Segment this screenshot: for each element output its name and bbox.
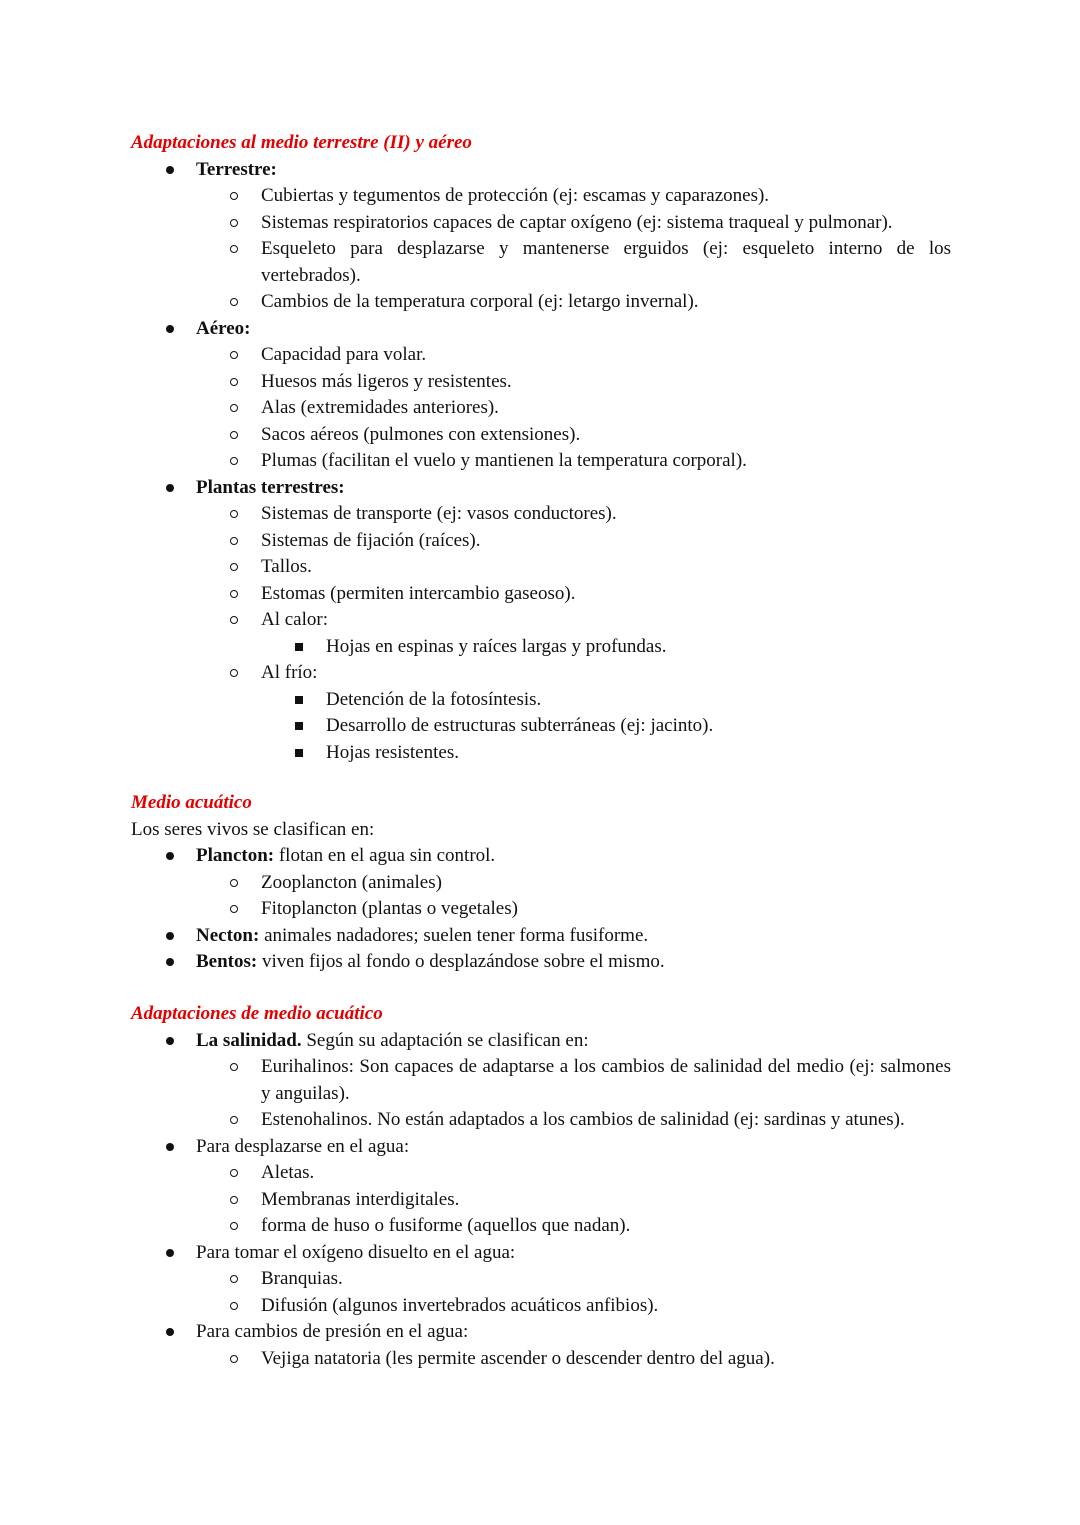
bullet-circle-icon (230, 219, 238, 227)
list-item: Eurihalinos: Son capaces de adaptarse a los cambios de salinidad del medio (ej: salmones y anguilas). (131, 1054, 951, 1107)
bullet-square-icon (295, 696, 303, 704)
bullet-circle-icon (230, 510, 238, 518)
bullet-circle-icon (230, 192, 238, 200)
list-item: Cambios de la temperatura corporal (ej: letargo invernal). (131, 289, 951, 316)
bullet-circle-icon (230, 298, 238, 306)
list-item: Detención de la fotosíntesis. (131, 687, 951, 714)
bullet-circle-icon (230, 378, 238, 386)
list-item: forma de huso o fusiforme (aquellos que nadan). (131, 1213, 951, 1240)
bullet-circle-icon (230, 1196, 238, 1204)
section-aquatic-medium (131, 790, 951, 976)
bullet-presion: Para cambios de presión en el agua: (131, 1319, 951, 1346)
section-terrestrial-aerial (131, 130, 951, 766)
bullet-circle-icon (230, 1222, 238, 1230)
list-item: Vejiga natatoria (les permite ascender o descender dentro del agua). (131, 1346, 951, 1373)
bullet-circle-icon (230, 457, 238, 465)
bullet-dot-icon (166, 484, 174, 492)
bullet-square-icon (295, 722, 303, 730)
list-item: Sistemas respiratorios capaces de captar oxígeno (ej: sistema traqueal y pulmonar). (131, 210, 951, 237)
bullet-circle-icon (230, 1063, 238, 1071)
section-aquatic-adaptations (131, 1001, 951, 1372)
bullet-dot-icon (166, 1328, 174, 1336)
bullet-circle-icon (230, 404, 238, 412)
bullet-circle-icon (230, 431, 238, 439)
list-item: Huesos más ligeros y resistentes. (131, 369, 951, 396)
bullet-dot-icon (166, 325, 174, 333)
section-heading: Medio acuático (131, 792, 252, 813)
list-item: Alas (extremidades anteriores). (131, 395, 951, 422)
bullet-circle-icon (230, 1355, 238, 1363)
bullet-circle-icon (230, 1169, 238, 1177)
bullet-circle-icon (230, 590, 238, 598)
section-heading: Adaptaciones al medio terrestre (II) y aéreo (131, 132, 472, 153)
bullet-circle-icon (230, 1116, 238, 1124)
bullet-circle-icon (230, 245, 238, 253)
list-item: Tallos. (131, 554, 951, 581)
bullet-circle-icon (230, 616, 238, 624)
bullet-circle-icon (230, 1275, 238, 1283)
bullet-dot-icon (166, 852, 174, 860)
list-item: Estenohalinos. No están adaptados a los cambios de salinidad (ej: sardinas y atunes). (131, 1107, 951, 1134)
list-item: Sistemas de transporte (ej: vasos conductores). (131, 501, 951, 528)
bullet-circle-icon (230, 537, 238, 545)
section-heading: Adaptaciones de medio acuático (131, 1003, 383, 1024)
bullet-circle-icon (230, 351, 238, 359)
list-item-al-frio: Al frío: (131, 660, 951, 687)
bullet-dot-icon (166, 166, 174, 174)
bullet-circle-icon (230, 879, 238, 887)
list-item: Branquias. (131, 1266, 951, 1293)
list-item: Sistemas de fijación (raíces). (131, 528, 951, 555)
bullet-circle-icon (230, 905, 238, 913)
intro-paragraph: Los seres vivos se clasifican en: (131, 818, 375, 840)
list-item: Cubiertas y tegumentos de protección (ej: escamas y caparazones). (131, 183, 951, 210)
bullet-dot-icon (166, 1249, 174, 1257)
bullet-oxigeno: Para tomar el oxígeno disuelto en el agua: (131, 1240, 951, 1267)
bullet-dot-icon (166, 1037, 174, 1045)
list-item: Estomas (permiten intercambio gaseoso). (131, 581, 951, 608)
list-item: Difusión (algunos invertebrados acuáticos anfibios). (131, 1293, 951, 1320)
bullet-terrestre: Terrestre: (131, 157, 951, 184)
list-item: Hojas en espinas y raíces largas y profundas. (131, 634, 951, 661)
bullet-dot-icon (166, 932, 174, 940)
list-item: Fitoplancton (plantas o vegetales) (131, 896, 951, 923)
bullet-aereo: Aéreo: (131, 316, 951, 343)
list-item-al-calor: Al calor: (131, 607, 951, 634)
list-item: Sacos aéreos (pulmones con extensiones). (131, 422, 951, 449)
bullet-square-icon (295, 749, 303, 757)
bullet-plantas: Plantas terrestres: (131, 475, 951, 502)
list-item: Plumas (facilitan el vuelo y mantienen la temperatura corporal). (131, 448, 951, 475)
bullet-bentos: Bentos: viven fijos al fondo o desplazándose sobre el mismo. (131, 949, 951, 976)
list-item: Zooplancton (animales) (131, 870, 951, 897)
bullet-dot-icon (166, 958, 174, 966)
list-item: Aletas. (131, 1160, 951, 1187)
bullet-circle-icon (230, 563, 238, 571)
list-item: Esqueleto para desplazarse y mantenerse erguidos (ej: esqueleto interno de los vertebrados). (131, 236, 951, 289)
bullet-circle-icon (230, 1302, 238, 1310)
bullet-dot-icon (166, 1143, 174, 1151)
list-item: Desarrollo de estructuras subterráneas (ej: jacinto). (131, 713, 951, 740)
bullet-circle-icon (230, 669, 238, 677)
bullet-desplazarse: Para desplazarse en el agua: (131, 1134, 951, 1161)
list-item: Hojas resistentes. (131, 740, 951, 767)
bullet-square-icon (295, 643, 303, 651)
bullet-salinidad: La salinidad. Según su adaptación se clasifican en: (131, 1028, 951, 1055)
list-item: Membranas interdigitales. (131, 1187, 951, 1214)
bullet-necton: Necton: animales nadadores; suelen tener forma fusiforme. (131, 923, 951, 950)
bullet-plancton: Plancton: flotan en el agua sin control. (131, 843, 951, 870)
list-item: Capacidad para volar. (131, 342, 951, 369)
